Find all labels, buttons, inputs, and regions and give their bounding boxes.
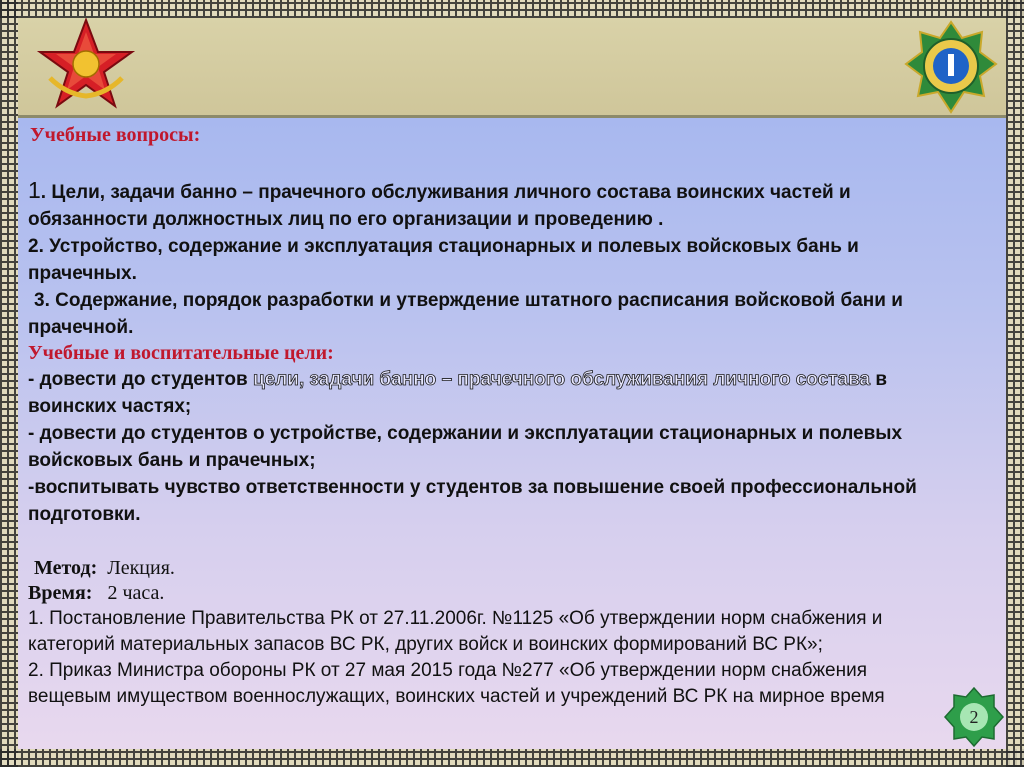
time-value: 2 часа. — [107, 582, 165, 604]
decorative-border-top — [0, 0, 1024, 18]
decorative-border-bottom — [0, 749, 1024, 767]
decorative-border-left — [0, 0, 18, 767]
method-value: Лекция. — [107, 557, 175, 579]
document-line: вещевым имуществом военнослужащих, воинских частей и учреждений ВС РК на мирное время — [28, 686, 885, 707]
question-line: обязанности должностных лиц по его организации и проведению . — [28, 209, 664, 230]
goal-line: -воспитывать чувство ответственности у студентов за повышение своей профессиональной — [28, 477, 917, 498]
page-number: 2 — [969, 706, 979, 727]
question-number: 1 — [28, 177, 41, 203]
question-line: 3. Содержание, порядок разработки и утверждение штатного расписания войсковой бани и — [34, 290, 903, 311]
document-line: 1. Постановление Правительства РК от 27.11.2006г. №1125 «Об утверждении норм снабжения и — [28, 608, 883, 629]
method-label: Метод: — [34, 557, 98, 579]
document-line: категорий материальных запасов ВС РК, других войск и воинских формирований ВС РК»; — [28, 634, 823, 655]
goal-line: - довести до студентов цели, задачи банно – прачечного обслуживания личного состава в — [28, 369, 888, 390]
time-line — [28, 581, 988, 606]
goal-line: воинских частях; — [28, 396, 192, 417]
red-star-emblem-icon — [36, 18, 136, 110]
section-heading-goals: Учебные и воспитательные цели: — [28, 342, 334, 364]
goal-line: - довести до студентов о устройстве, содержании и эксплуатации стационарных и полевых — [28, 423, 903, 444]
goals-list — [28, 366, 988, 528]
green-seal-emblem-icon — [904, 20, 998, 114]
questions-list — [28, 177, 988, 341]
goal-line: подготовки. — [28, 504, 141, 525]
documents-list — [28, 606, 988, 710]
section-heading-questions: Учебные вопросы: — [30, 124, 201, 146]
decorative-border-right — [1006, 0, 1024, 767]
slide — [18, 18, 1006, 749]
goal-outlined-text: цели, задачи банно – прачечного обслуживания личного состава — [252, 369, 871, 390]
lecture-content — [28, 124, 988, 710]
question-line: прачечных. — [28, 263, 137, 284]
question-line: 1. Цели, задачи банно – прачечного обслуживания личного состава воинских частей и — [28, 177, 851, 203]
question-line: прачечной. — [28, 317, 134, 338]
page-number-badge — [944, 687, 1004, 747]
time-label: Время: — [28, 582, 93, 604]
document-line: 2. Приказ Министра обороны РК от 27 мая 2015 года №277 «Об утверждении норм снабжения — [28, 660, 867, 681]
header-band — [18, 18, 1006, 118]
question-line: 2. Устройство, содержание и эксплуатация стационарных и полевых войсковых бань и — [28, 236, 859, 257]
goal-line: войсковых бань и прачечных; — [28, 450, 316, 471]
method-line — [28, 556, 988, 581]
